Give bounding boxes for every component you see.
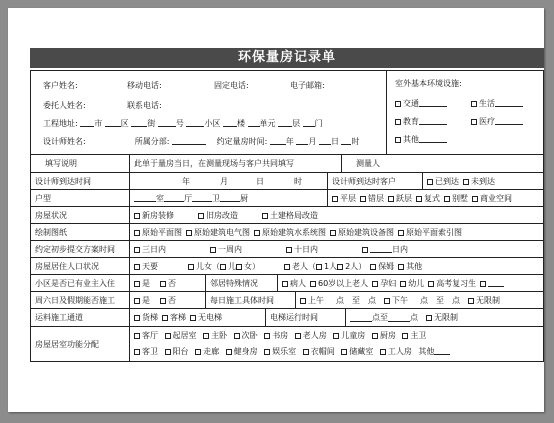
worker-room-option[interactable]: 工人房 — [380, 347, 412, 356]
traffic-checkbox[interactable] — [395, 101, 401, 107]
mobile-label: 移动电话: — [127, 81, 162, 90]
floor-label: 层 — [292, 119, 301, 128]
status-options — [129, 207, 543, 223]
functions-line2 — [134, 347, 450, 357]
arrival-label: 设计师到达时间 — [35, 176, 91, 186]
freight-lift-option[interactable]: 货梯 — [134, 312, 158, 323]
env-medical[interactable]: 医疗 — [471, 117, 523, 127]
environment-panel — [386, 71, 543, 154]
master-bedroom-option[interactable]: 主卧 — [203, 331, 227, 340]
header-block — [31, 71, 543, 155]
city-label: 市 — [94, 119, 103, 128]
afternoon-option[interactable]: 下午 — [384, 295, 408, 306]
owners-label: 小区是否已有业主入住 — [35, 278, 115, 288]
living-checkbox[interactable] — [471, 101, 477, 107]
passenger-lift-option[interactable]: 客梯 — [162, 312, 186, 323]
second-bedroom-option[interactable]: 次卧 — [234, 331, 258, 340]
weekend-yes-option[interactable]: 是 — [134, 295, 150, 306]
spouse-option[interactable]: 天要 — [134, 261, 158, 272]
neighbor-other-option[interactable] — [480, 279, 504, 288]
custom-days-option[interactable]: 日内 — [362, 244, 408, 255]
elevator-time-options: 点至 点 无限制 — [345, 309, 543, 326]
residents-options — [129, 258, 543, 274]
no-lift-option[interactable]: 无电梯 — [190, 312, 222, 323]
functions-options — [129, 327, 543, 361]
electrical-option[interactable]: 原始建筑电气图 — [186, 227, 250, 238]
commercial-option[interactable]: 商业空间 — [472, 193, 512, 204]
client-arrival-label: 设计师到达时客户 — [327, 173, 422, 189]
infant-option[interactable]: 幼儿 — [400, 278, 424, 289]
education-checkbox[interactable] — [395, 119, 401, 125]
floor-field[interactable] — [278, 119, 292, 127]
owners-options — [129, 275, 205, 291]
functions-other-field[interactable] — [434, 347, 450, 355]
plan-time-options — [129, 241, 543, 257]
transport-options — [129, 309, 265, 326]
arrival-row — [31, 173, 543, 190]
villa-option[interactable]: 别墅 — [444, 193, 468, 204]
env-other[interactable]: 其他 — [395, 135, 447, 145]
env-living[interactable]: 生活 — [471, 99, 523, 109]
balcony-option[interactable]: 阳台 — [165, 347, 189, 356]
split-option[interactable]: 错层 — [360, 193, 384, 204]
street-field[interactable] — [131, 119, 147, 127]
customer-info — [31, 71, 386, 154]
nanny-option[interactable]: 保姆 — [370, 261, 394, 272]
functions-row — [31, 327, 543, 361]
layout-options — [327, 190, 543, 206]
layout-row — [31, 190, 543, 207]
number-field[interactable] — [158, 119, 176, 127]
layout-units[interactable]: 室 厅 卫 厨 — [129, 190, 327, 206]
kids-room-option[interactable]: 儿童房 — [333, 331, 365, 340]
status-row — [31, 207, 543, 224]
community-label: 小区 — [204, 119, 221, 128]
branch-field[interactable] — [172, 137, 206, 145]
transport-label: 运料施工通道 — [35, 313, 83, 322]
form-title: 环保量房记录单 — [30, 48, 544, 68]
residents-row — [31, 258, 543, 275]
no-limit-option[interactable]: 无限制 — [468, 295, 500, 306]
plan-time-label: 约定初步提交方案时间 — [35, 244, 115, 254]
contact-phone-label: 联系电话: — [127, 101, 162, 110]
landline-label: 固定电话: — [214, 81, 249, 90]
appt-year-label: 年 — [285, 137, 294, 146]
client-arrival-options — [422, 173, 543, 189]
door-label: 门 — [314, 119, 323, 128]
gym-option[interactable]: 健身房 — [226, 347, 258, 356]
weekend-row — [31, 292, 543, 309]
living-room-option[interactable]: 客厅 — [134, 331, 158, 340]
senior-option[interactable]: 60岁以上老人 — [310, 278, 368, 289]
duplex-option[interactable]: 复式 — [416, 193, 440, 204]
ten-days-option[interactable]: 十日内 — [286, 244, 318, 255]
drawings-label: 绘制图纸 — [35, 227, 67, 237]
building-label: 楼 — [236, 119, 245, 128]
neighbor-label: 邻居特殊情况 — [205, 275, 277, 291]
equipment-option[interactable]: 原始建筑设备图 — [330, 227, 394, 238]
floor-plan-option[interactable]: 原始平面图 — [134, 227, 182, 238]
status-label: 房屋状况 — [35, 210, 67, 220]
medical-checkbox[interactable] — [471, 119, 477, 125]
structural-option[interactable]: 土建格局改造 — [262, 210, 318, 221]
email-label: 电子邮箱: — [290, 81, 325, 90]
appt-time-label: 约定量房时间: — [216, 137, 268, 146]
number-label: 号 — [175, 119, 184, 128]
residents-label: 房屋居住人口状况 — [35, 261, 99, 271]
daily-time-options: 上午 点 至 点 下午 点 至 点 无限制 — [295, 292, 543, 308]
residents-other-option[interactable]: 其他 — [398, 261, 422, 272]
new-house-option[interactable]: 新房装修 — [134, 210, 174, 221]
layout-label: 户型 — [35, 193, 51, 203]
owners-no-option[interactable]: 否 — [160, 278, 176, 289]
elderly-option[interactable]: 老人（ 1人 2人） — [284, 261, 366, 272]
appt-day-label: 日 — [330, 137, 339, 146]
patient-option[interactable]: 病人 — [282, 278, 306, 289]
not-arrived-option[interactable]: 未到达 — [463, 176, 495, 187]
arrival-date[interactable]: 年 月 日 时 — [129, 173, 327, 189]
pregnant-option[interactable]: 孕妇 — [372, 278, 396, 289]
drawings-options — [129, 224, 543, 240]
water-option[interactable]: 原始建筑水系统图 — [254, 227, 326, 238]
instructions-text: 此单于量房当日，在测量现场与客户共同填写 — [129, 155, 341, 172]
appt-hour-field[interactable] — [341, 137, 351, 145]
address-line — [43, 119, 323, 129]
district-label: 区 — [120, 119, 129, 128]
owners-yes-option[interactable]: 是 — [134, 278, 150, 289]
recreation-option[interactable]: 娱乐室 — [264, 347, 296, 356]
env-title: 室外基本环境设施: — [395, 79, 462, 88]
env-education[interactable]: 教育 — [395, 117, 447, 127]
appt-hour-label: 时 — [351, 137, 360, 146]
client-name-label: 委托人姓名: — [43, 101, 86, 110]
corridor-option[interactable]: 走廊 — [195, 347, 219, 356]
kitchen-option[interactable]: 厨房 — [372, 331, 396, 340]
weekend-options — [129, 292, 205, 308]
city-field[interactable] — [80, 119, 94, 127]
children-option[interactable]: 儿女（ 儿 女） — [188, 261, 260, 272]
study-option[interactable]: 书房 — [264, 331, 288, 340]
weekend-label: 周六日及假期能否施工 — [35, 295, 115, 305]
guest-bath-option[interactable]: 客卫 — [134, 347, 158, 356]
weekend-no-option[interactable]: 否 — [160, 295, 176, 306]
daily-time-label: 每日施工具体时间 — [205, 292, 295, 308]
plan-time-row — [31, 241, 543, 258]
cloakroom-option[interactable]: 衣帽间 — [303, 347, 335, 356]
unit-field[interactable] — [248, 119, 260, 127]
elder-room-option[interactable]: 老人房 — [295, 331, 327, 340]
arrived-option[interactable]: 已到达 — [427, 176, 459, 187]
one-week-option[interactable]: 一周内 — [210, 244, 242, 255]
owners-row — [31, 275, 543, 292]
drawings-row — [31, 224, 543, 241]
master-bath-option[interactable]: 主卫 — [402, 331, 426, 340]
elevator-time-label: 电梯运行时间 — [265, 309, 345, 326]
customer-name-label: 客户姓名: — [43, 81, 78, 90]
duplex-jump-option[interactable]: 跃层 — [388, 193, 412, 204]
other-checkbox[interactable] — [395, 137, 401, 143]
project-address-label: 工程地址: — [43, 119, 78, 128]
storage-option[interactable]: 储藏室 — [341, 347, 373, 356]
appt-month-label: 月 — [308, 137, 317, 146]
door-field[interactable] — [303, 119, 315, 127]
env-traffic[interactable]: 交通 — [395, 99, 447, 109]
appt-day-field[interactable] — [319, 137, 331, 145]
instructions-label: 填写说明 — [45, 159, 77, 168]
functions-label: 房屋居室功能分配 — [35, 339, 99, 349]
building-field[interactable] — [223, 119, 237, 127]
unit-label: 单元 — [259, 119, 276, 128]
family-room-option[interactable]: 起居室 — [165, 331, 197, 340]
street-label: 街 — [147, 119, 156, 128]
exam-student-option[interactable]: 高考复习生 — [428, 278, 476, 289]
three-days-option[interactable]: 三日内 — [134, 244, 166, 255]
designer-line — [43, 137, 359, 147]
designer-name-label: 设计师姓名: — [43, 137, 86, 146]
morning-option[interactable]: 上午 — [300, 295, 324, 306]
appt-month-field[interactable] — [296, 137, 308, 145]
flat-option[interactable]: 平层 — [332, 193, 356, 204]
form-sheet — [8, 8, 544, 412]
neighbor-options — [277, 275, 543, 291]
district-field[interactable] — [105, 119, 121, 127]
appt-year-field[interactable] — [270, 137, 286, 145]
record-form — [30, 70, 544, 362]
community-field[interactable] — [186, 119, 204, 127]
functions-line1 — [134, 331, 430, 341]
elevator-unlimited-option[interactable]: 无限制 — [426, 312, 458, 323]
branch-label: 所属分部: — [134, 137, 170, 146]
index-option[interactable]: 原始平面索引图 — [398, 227, 462, 238]
renovation-option[interactable]: 旧房改造 — [198, 210, 238, 221]
surveyor-label: 测量人 — [341, 155, 543, 172]
transport-row — [31, 309, 543, 327]
functions-other-label: 其他 — [418, 347, 435, 356]
instructions-row — [31, 155, 543, 173]
